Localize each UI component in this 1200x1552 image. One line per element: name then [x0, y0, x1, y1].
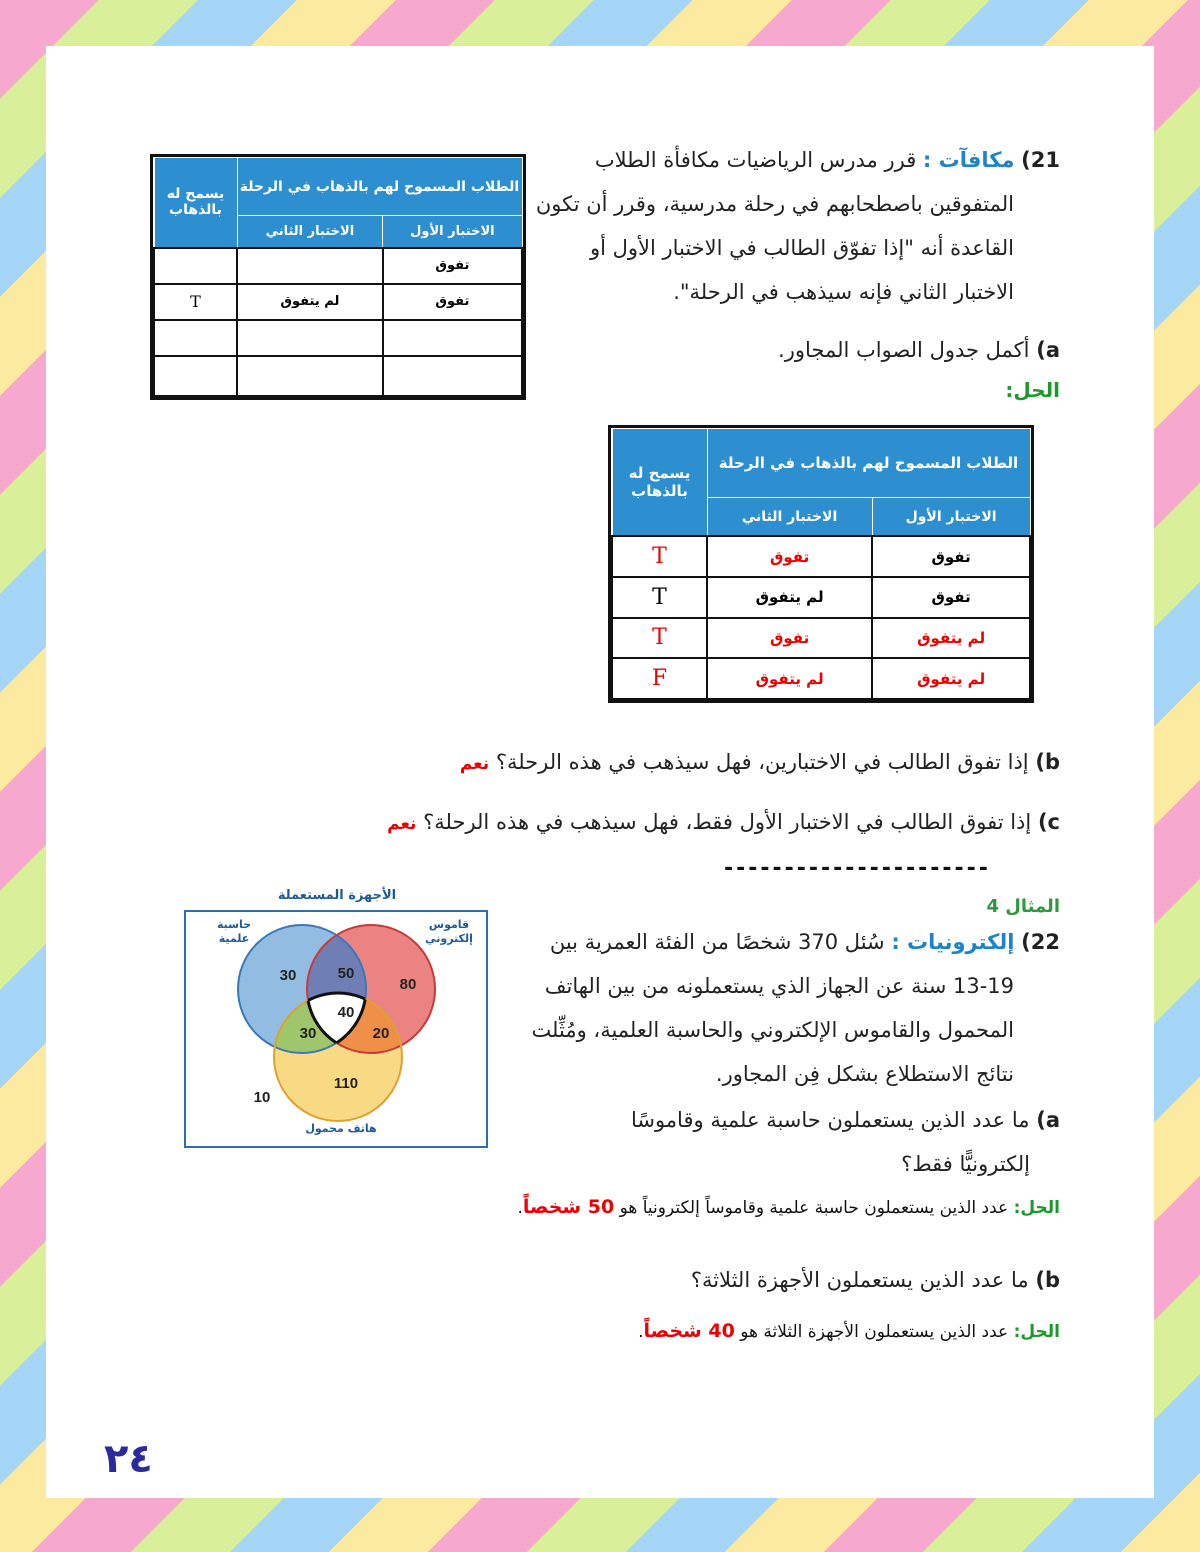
q21-text-4: الاختبار الثاني فإنه سيذهب في الرحلة". [673, 280, 1014, 304]
table-cell: تفوق [383, 284, 522, 320]
q22-line-1 [500, 920, 1060, 964]
q22-b-text: ما عدد الذين يستعملون الأجهزة الثلاثة؟ [690, 1268, 1029, 1292]
table-cell: تفوق [707, 536, 872, 577]
q21-c-label: c) [1037, 810, 1060, 834]
table-cell: T [154, 284, 237, 320]
q22-a-text-2: إلكترونيًّا فقط؟ [901, 1152, 1030, 1176]
q21-a-text: أكمل جدول الصواب المجاور. [778, 338, 1030, 362]
table-cell: F [612, 658, 707, 699]
table-header-first: الاختبار الأول [872, 498, 1030, 537]
table-header-second: الاختبار الثاني [237, 216, 383, 248]
q21-c-answer: نعم [387, 814, 417, 834]
q22-a-solution-text: عدد الذين يستعملون حاسبة علمية وقاموساً إلكترونياً هو [619, 1198, 1009, 1218]
solution-label: الحل: [1013, 1198, 1060, 1218]
q22-text-3: المحمول والقاموس الإلكتروني والحاسبة العلمية، ومُثِّلت [531, 1018, 1014, 1042]
table-cell [154, 356, 237, 396]
q21-c [340, 800, 1060, 846]
venn-all-three: 40 [337, 1004, 355, 1021]
page-number: ٢٤ [104, 1436, 153, 1482]
table-cell: T [612, 618, 707, 659]
table-cell [237, 320, 383, 356]
table-header-allowed: يسمح له بالذهاب [612, 429, 707, 537]
table-row [612, 577, 1030, 618]
venn-title: الأجهزة المستعملة [277, 888, 397, 903]
q21-text-1: قرر مدرس الرياضيات مكافأة الطلاب [594, 148, 917, 172]
q21-text-2: المتفوقين باصطحابهم في رحلة مدرسية، وقرر أن تكون [535, 192, 1014, 216]
table-cell: تفوق [872, 536, 1030, 577]
solution-label: الحل: [1005, 378, 1060, 402]
q22-block [500, 920, 1060, 1096]
q21-solution-label [900, 378, 1060, 402]
q22-b-solution: الحل: عدد الذين يستعملون الأجهزة الثلاثة هو 40 شخصاً. [638, 1320, 1060, 1342]
q21-a [560, 328, 1060, 372]
table-cell: لم يتفوق [707, 577, 872, 618]
q21-keyword: مكافآت : [922, 148, 1015, 172]
q22-a [560, 1098, 1060, 1186]
table-cell: تفوق [383, 248, 522, 284]
venn-calc-label: حاسبة علمية [216, 918, 252, 945]
table-cell [154, 320, 237, 356]
q22-text-4: نتائج الاستطلاع بشكل فِن المجاور. [715, 1062, 1014, 1086]
venn-dict-phone: 20 [372, 1025, 390, 1042]
venn-phone-label: هاتف محمول [305, 1122, 377, 1135]
venn-diagram [186, 912, 486, 1146]
q22-a-label: a) [1036, 1108, 1060, 1132]
q22-text-1: سُئل 370 شخصًا من الفئة العمرية بين [549, 930, 885, 954]
table-cell: تفوق [872, 577, 1030, 618]
q21-a-label: a) [1036, 338, 1060, 362]
table-cell: لم يتفوق [872, 658, 1030, 699]
table-cell [237, 248, 383, 284]
venn-phone-only: 110 [333, 1075, 359, 1092]
example-label: المثال 4 [986, 896, 1060, 917]
venn-calc-only: 30 [279, 967, 297, 984]
table-cell: لم يتفوق [872, 618, 1030, 659]
table-header-group: الطلاب المسموح لهم بالذهاب في الرحلة [707, 429, 1030, 498]
table-cell: T [612, 577, 707, 618]
q22-b-label: b) [1035, 1268, 1060, 1292]
venn-calc-dict: 50 [337, 965, 355, 982]
table-cell [154, 248, 237, 284]
table-cell: T [612, 536, 707, 577]
solution-label: الحل: [1013, 1322, 1060, 1342]
venn-dict-only: 80 [399, 976, 417, 993]
table-cell: لم يتفوق [707, 658, 872, 699]
table-row [612, 618, 1030, 659]
table-header-group: الطلاب المسموح لهم بالذهاب في الرحلة [237, 158, 522, 216]
table-row [612, 658, 1030, 699]
solved-truth-table [608, 425, 1034, 703]
table-cell [237, 356, 383, 396]
venn-dict-label: قاموس إلكتروني [425, 918, 473, 945]
q21-number: 21) [1021, 148, 1060, 172]
venn-calc-phone: 30 [299, 1025, 317, 1042]
q21-b-answer: نعم [459, 754, 490, 774]
venn-frame [184, 910, 488, 1148]
q21-block [520, 138, 1060, 314]
q22-b [560, 1258, 1060, 1302]
table-header-second: الاختبار الثاني [707, 498, 872, 537]
q21-b [420, 740, 1060, 786]
q22-text-2: 13-19 سنة عن الجهاز الذي يستعملونه من بين الهاتف [544, 974, 1014, 998]
q22-a-solution-value: 50 شخصاً [522, 1196, 615, 1218]
q21-text-3: القاعدة أنه "إذا تفوّق الطالب في الاختبار الأول أو [589, 236, 1014, 260]
table-header-allowed: يسمح له بالذهاب [154, 158, 237, 248]
venn-figure [184, 888, 490, 1150]
q22-b-solution-text: عدد الذين يستعملون الأجهزة الثلاثة هو [740, 1322, 1009, 1342]
q21-b-label: b) [1035, 750, 1060, 774]
q22-a-text-1: ما عدد الذين يستعملون حاسبة علمية وقاموسًا [630, 1108, 1030, 1132]
table-row [612, 536, 1030, 577]
q21-line-1 [520, 138, 1060, 182]
q22-b-solution-value: 40 شخصاً [643, 1320, 735, 1342]
q21-b-text: إذا تفوق الطالب في الاختبارين، فهل سيذهب في هذه الرحلة؟ [495, 750, 1029, 774]
table-header-first: الاختبار الأول [383, 216, 522, 248]
blank-truth-table [150, 154, 526, 400]
table-cell [383, 320, 522, 356]
divider: ---------------------- [724, 856, 991, 881]
venn-outside: 10 [253, 1089, 271, 1106]
table-cell: تفوق [707, 618, 872, 659]
q22-a-solution: الحل: عدد الذين يستعملون حاسبة علمية وقاموساً إلكترونياً هو 50 شخصاً. [517, 1196, 1060, 1218]
q22-keyword: إلكترونيات : [891, 930, 1015, 954]
table-cell: لم يتفوق [237, 284, 383, 320]
q21-c-text: إذا تفوق الطالب في الاختبار الأول فقط، فهل سيذهب في هذه الرحلة؟ [423, 810, 1032, 834]
table-cell [383, 356, 522, 396]
q22-number: 22) [1021, 930, 1060, 954]
